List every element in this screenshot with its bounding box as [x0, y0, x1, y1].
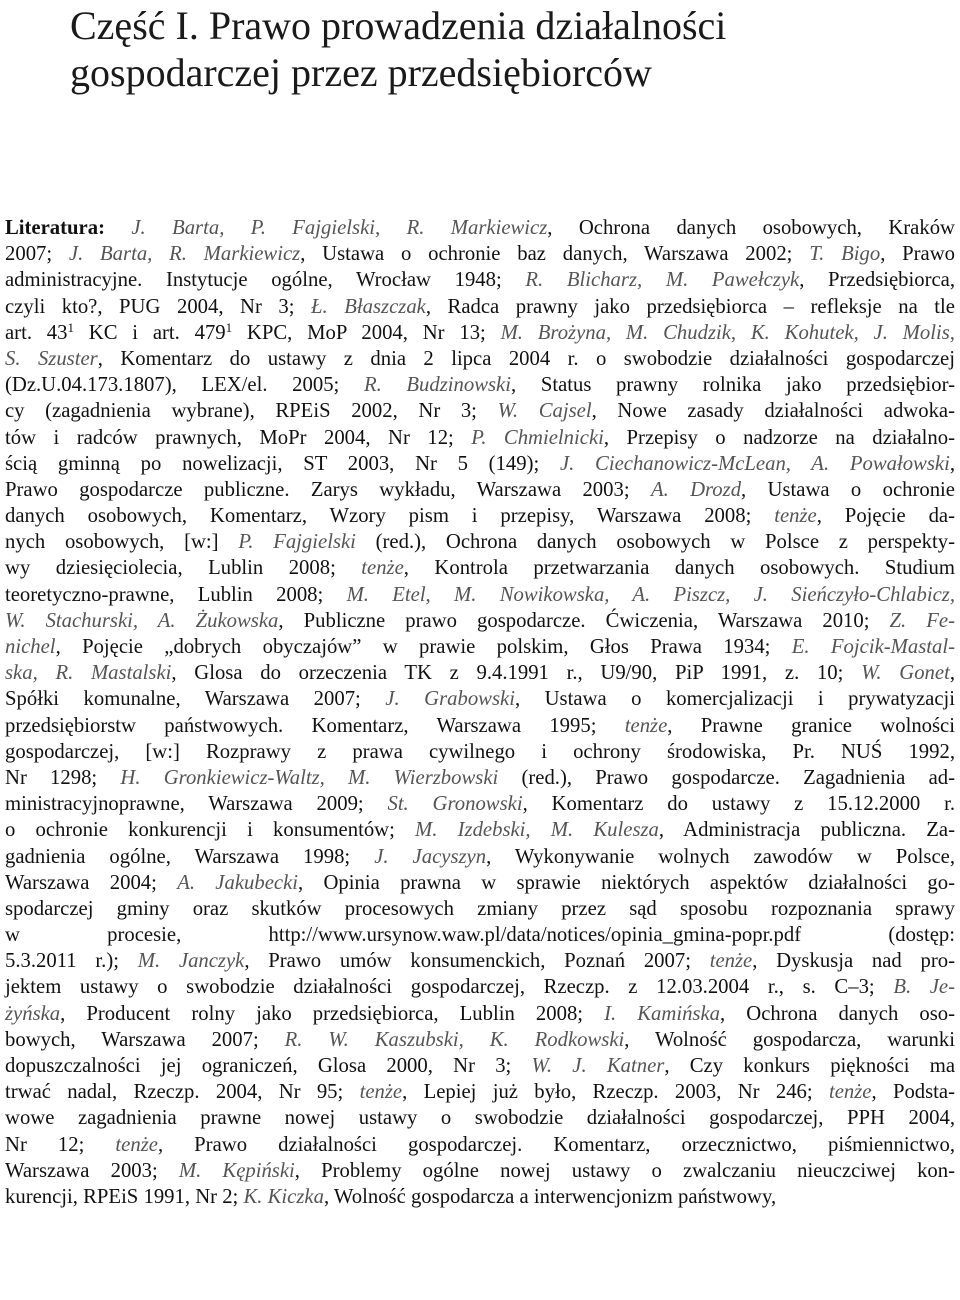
author-name: M. Etel, M. Nowikowska, A. Piszcz, J. Sieńczyło-Chlabicz, — [346, 583, 955, 606]
bibliography-line — [5, 713, 955, 739]
citation-text: , — [949, 452, 956, 475]
bibliography-line — [5, 922, 955, 948]
citation-text: wowe zagadnienia prawne nowej ustawy o swobodzie działalności gospodarczej, PPH 2004, — [5, 1107, 955, 1130]
author-name: W. Gonet — [861, 662, 950, 685]
citation-text: Nr 1298; — [5, 766, 121, 789]
author-name: M. Kępiński — [178, 1159, 295, 1182]
citation-text: (red.), Prawo gospodarcze. Zagadnienia ad- — [498, 766, 955, 789]
citation-text: , Czy konkurs piękności ma — [664, 1055, 955, 1077]
author-name: R. Blicharz, M. Pawełczyk — [525, 269, 800, 292]
citation-text: , Wykonywanie wolnych zawodów w Polsce, — [486, 845, 955, 868]
bibliography-line — [5, 1132, 955, 1158]
citation-text: , Opinia prawna w sprawie niektórych aspektów działalności go- — [298, 871, 955, 894]
bibliography-line — [5, 1079, 955, 1105]
author-name: tenże — [774, 505, 817, 528]
author-name: W. Stachurski, A. Żukowska — [5, 609, 279, 632]
author-name: St. Gronowski — [387, 793, 523, 816]
citation-text: Warszawa 2004; — [5, 871, 178, 894]
bibliography-line — [5, 451, 955, 477]
bibliography-line — [5, 765, 955, 791]
author-name: tenże — [359, 1081, 403, 1104]
citation-text: gadnienia ogólne, Warszawa 1998; — [5, 845, 375, 868]
citation-text: , Glosa do orzeczenia TK z 9.4.1991 r., U9/90, PiP 1991, z. 10; — [171, 662, 862, 685]
author-name: P. Fajgielski — [238, 531, 356, 554]
author-name: B. Je- — [893, 976, 956, 999]
bibliography-line — [5, 215, 955, 241]
bibliography-line — [5, 503, 955, 529]
citation-text: ścią gminną po nowelizacji, ST 2003, Nr 5 (149); — [5, 452, 560, 475]
chapter-title-line-1: Część I. Prawo prowadzenia działalności — [70, 3, 727, 48]
citation-text: , Przedsiębiorca, — [799, 269, 955, 292]
citation-text: , Nowe zasady działalności adwoka- — [591, 400, 955, 423]
bibliography-line — [5, 896, 955, 922]
bibliography-line — [5, 241, 955, 267]
author-name: Ł. Błaszczak — [311, 295, 426, 318]
superscript: 1 — [67, 319, 74, 335]
citation-text: , Prawo umów konsumenckich, Poznań 2007; — [244, 950, 710, 973]
citation-text: , — [949, 662, 956, 685]
citation-text: , Wolność gospodarcza, warunki — [624, 1028, 955, 1051]
author-name: W. Cajsel — [497, 400, 592, 423]
author-name: tenże — [115, 1133, 158, 1156]
citation-text: gospodarczej, [w:] Rozprawy z prawa cywilnego i ochrony środowiska, Pr. NUŚ 1992, — [5, 740, 955, 763]
citation-text: tów i radców prawnych, MoPr 2004, Nr 12; — [5, 426, 472, 449]
author-name: J. Jacyszyn — [374, 845, 487, 868]
citation-text: , Wolność gospodarcza a interwencjonizm państwowy, — [323, 1185, 777, 1208]
chapter-title — [70, 2, 930, 96]
author-name: tenże — [828, 1081, 872, 1104]
bibliography-line — [5, 1001, 955, 1027]
superscript: 1 — [225, 319, 233, 335]
bibliography-line — [5, 294, 955, 320]
bibliography-line — [5, 1184, 955, 1210]
bibliography-line — [5, 948, 955, 974]
author-name: M. Janczyk — [137, 950, 245, 973]
citation-text: art. 43 — [5, 321, 68, 344]
bibliography-line — [5, 1027, 955, 1053]
author-name: tenże — [361, 557, 404, 580]
citation-text: (red.), Ochrona danych osobowych w Polsce z perspekty- — [355, 531, 956, 554]
citation-text: dopuszczalności jej ograniczeń, Glosa 2000, Nr 3; — [5, 1055, 532, 1077]
bibliography-line — [5, 817, 955, 843]
citation-text: Warszawa 2003; — [5, 1159, 179, 1182]
author-name: M. Brożyna, M. Chudzik, K. Kohutek, J. Molis, — [500, 321, 955, 344]
bibliography-line — [5, 267, 955, 293]
citation-text: kurencji, RPEiS 1991, Nr 2; — [5, 1185, 244, 1208]
citation-text: 2007; — [5, 243, 69, 266]
citation-text: Prawo gospodarcze publiczne. Zarys wykładu, Warszawa 2003; — [5, 478, 651, 501]
bibliography-line — [5, 844, 955, 870]
bibliography-line — [5, 555, 955, 581]
citation-text: Nr 12; — [5, 1133, 116, 1156]
citation-text: , Ustawa o ochronie baz danych, Warszawa 2002; — [300, 243, 810, 266]
citation-text: , Problemy ogólne nowej ustawy o zwalczaniu nieuczciwej kon- — [294, 1159, 955, 1182]
citation-text: , Kontrola przetwarzania danych osobowych. Studium — [403, 557, 955, 580]
bibliography-line — [5, 739, 955, 765]
author-name: W. J. Katner — [531, 1055, 665, 1077]
citation-text: spodarczej gminy oraz skutków procesowych zmiany przez sąd sposobu rozpoznania sprawy — [5, 897, 955, 920]
citation-text: , Producent rolny jako przedsiębiorca, Lublin 2008; — [60, 1002, 605, 1025]
citation-text: , Prawo — [880, 243, 956, 266]
citation-text: administracyjne. Instytucje ogólne, Wrocław 1948; — [5, 269, 526, 292]
author-name: Z. Fe- — [889, 609, 955, 632]
citation-text: , Lepiej już było, Rzeczp. 2003, Nr 246; — [402, 1081, 829, 1104]
citation-text: KC i art. 479 — [73, 321, 226, 344]
citation-text: , Pojęcie da- — [816, 505, 956, 528]
citation-text: czyli kto?, PUG 2004, Nr 3; — [5, 295, 312, 318]
literature-label: Literatura: — [5, 217, 105, 239]
citation-text: , Ochrona danych osobowych, Kraków — [547, 217, 955, 239]
bibliography-line — [5, 686, 955, 712]
citation-text: przedsiębiorstw państwowych. Komentarz, Warszawa 1995; — [5, 714, 625, 737]
citation-text: , Status prawny rolnika jako przedsiębior- — [511, 374, 955, 397]
bibliography-line — [5, 1105, 955, 1131]
bibliography-line — [5, 529, 955, 555]
author-name: P. Chmielnicki — [471, 426, 604, 449]
bibliography-line — [5, 372, 955, 398]
citation-text: trwać nadal, Rzeczp. 2004, Nr 95; — [5, 1081, 360, 1104]
citation-text: Spółki komunalne, Warszawa 2007; — [5, 688, 386, 711]
author-name: J. Barta, P. Fajgielski, R. Markiewicz — [131, 217, 548, 239]
citation-text: , Radca prawny jako przedsiębiorca – refleksje na tle — [425, 295, 955, 318]
author-name: tenże — [709, 950, 753, 973]
bibliography-line — [5, 608, 955, 634]
citation-text: o ochronie konkurencji i konsumentów; — [5, 819, 416, 842]
bibliography-paragraph — [5, 215, 955, 1210]
author-name: A. Jakubecki — [177, 871, 298, 894]
citation-text: , Prawo działalności gospodarczej. Komentarz, orzecznictwo, piśmiennictwo, — [157, 1133, 956, 1156]
citation-text: , Dyskusja nad pro- — [752, 950, 956, 973]
citation-text: , Prawne granice wolności — [667, 714, 955, 737]
author-name: J. Ciechanowicz-McLean, A. Powałowski — [559, 452, 950, 475]
bibliography-line — [5, 582, 955, 608]
citation-text: , Komentarz do ustawy z dnia 2 lipca 2004 r. o swobodzie działalności gospodarczej — [97, 347, 955, 370]
author-name: S. Szuster — [5, 347, 98, 370]
citation-text: bowych, Warszawa 2007; — [5, 1028, 285, 1051]
bibliography-line — [5, 870, 955, 896]
citation-text: , Pojęcie „dobrych obyczajów” w prawie polskim, Głos Prawa 1934; — [55, 636, 792, 658]
chapter-title-line-2: gospodarczej przez przedsiębiorców — [70, 50, 652, 95]
author-name: M. Izdebski, M. Kulesza — [415, 819, 659, 842]
bibliography-line — [5, 974, 955, 1000]
bibliography-line — [5, 346, 955, 372]
citation-text: jektem ustawy o swobodzie działalności gospodarczej, Rzeczp. z 12.03.2004 r., s. C–3; — [5, 976, 894, 999]
author-name: T. Bigo — [809, 243, 881, 266]
bibliography-line — [5, 634, 955, 660]
bibliography-line — [5, 791, 955, 817]
citation-text: KPC, MoP 2004, Nr 13; — [232, 321, 501, 344]
citation-text: (Dz.U.04.173.1807), LEX/el. 2005; — [5, 374, 364, 397]
author-name: R. W. Kaszubski, K. Rodkowski — [284, 1028, 625, 1051]
bibliography-line — [5, 1158, 955, 1184]
citation-text: , Publiczne prawo gospodarcze. Ćwiczenia, Warszawa 2010; — [278, 609, 890, 632]
bibliography-line — [5, 1053, 955, 1079]
author-name: A. Drozd — [650, 478, 742, 501]
citation-text: , Komentarz do ustawy z 15.12.2000 r. — [522, 793, 955, 816]
author-name: R. Budzinowski — [363, 374, 511, 397]
bibliography-line — [5, 320, 955, 346]
citation-text: danych osobowych, Komentarz, Wzory pism i przepisy, Warszawa 2008; — [5, 505, 775, 528]
author-name: E. Fojcik-Mastal- — [791, 636, 955, 658]
author-name: I. Kamińska — [604, 1002, 720, 1025]
citation-text: , Ochrona danych oso- — [720, 1002, 955, 1025]
author-name: nichel — [5, 636, 56, 658]
author-name: H. Gronkiewicz-Waltz, M. Wierzbowski — [120, 766, 499, 789]
citation-text: , Przepisy o nadzorze na działalno- — [603, 426, 955, 449]
author-name: żyńska — [5, 1002, 61, 1025]
citation-text — [105, 217, 131, 239]
citation-text: wy dziesięciolecia, Lublin 2008; — [5, 557, 362, 580]
citation-text: ministracyjnoprawne, Warszawa 2009; — [5, 793, 388, 816]
bibliography-line — [5, 477, 955, 503]
author-name: K. Kiczka — [243, 1185, 324, 1208]
citation-text: , Ustawa o ochronie — [741, 478, 955, 501]
bibliography-line — [5, 425, 955, 451]
citation-text: teoretyczno-prawne, Lublin 2008; — [5, 583, 347, 606]
author-name: J. Grabowski — [385, 688, 515, 711]
bibliography-line — [5, 398, 955, 424]
author-name: J. Barta, R. Markiewicz — [68, 243, 301, 266]
citation-text: , Ustawa o komercjalizacji i prywatyzacji — [514, 688, 955, 711]
bibliography-line — [5, 660, 955, 686]
citation-text: , Podsta- — [871, 1081, 956, 1104]
citation-text: cy (zagadnienia wybrane), RPEiS 2002, Nr 3; — [5, 400, 498, 423]
author-name: ska, R. Mastalski — [5, 662, 172, 685]
citation-text: nych osobowych, [w:] — [5, 531, 239, 554]
citation-text: w procesie, http://www.ursynow.waw.pl/data/notices/opinia_gmina-popr.pdf (dostęp: — [5, 924, 955, 947]
citation-text: , Administracja publiczna. Za- — [658, 819, 955, 842]
author-name: tenże — [624, 714, 668, 737]
citation-text: 5.3.2011 r.); — [5, 950, 138, 973]
